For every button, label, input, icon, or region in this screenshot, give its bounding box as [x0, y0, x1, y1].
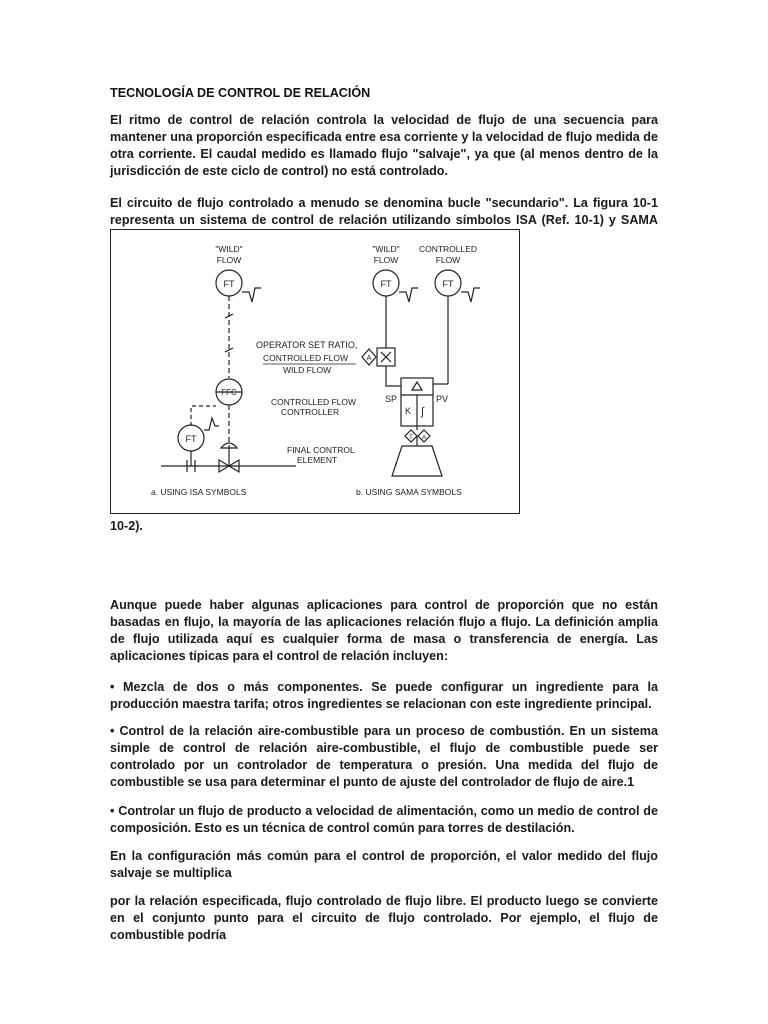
wild-flow-label-b2: FLOW — [373, 255, 399, 265]
controlled-flow-numerator: CONTROLLED FLOW — [263, 353, 349, 363]
ratio-control-diagram — [111, 230, 521, 515]
caption-sama: b. USING SAMA SYMBOLS — [356, 487, 462, 497]
wild-flow-denominator: WILD FLOW — [283, 365, 332, 375]
ft-label-c: FT — [442, 279, 454, 289]
a-symbol-label-2: A — [421, 435, 427, 441]
integral-label: ∫ — [421, 406, 425, 418]
paragraph-2-end: 10-2). — [110, 519, 143, 533]
wild-flow-label-b1: "WILD" — [372, 244, 400, 254]
a-symbol-label: A — [366, 355, 372, 362]
cf-controller-label-2: CONTROLLER — [281, 407, 340, 417]
cf-controller-label-1: CONTROLLED FLOW — [271, 397, 357, 407]
ft-label-a: FT — [223, 279, 235, 289]
k-label: K — [405, 406, 412, 416]
ft-label-a2: FT — [185, 434, 197, 444]
ft-label-b: FT — [380, 279, 392, 289]
controlled-flow-label-2: FLOW — [435, 255, 461, 265]
sp-label: SP — [385, 394, 398, 404]
paragraph-5: por la relación especificada, flujo controlado de flujo libre. El producto luego se convierte en el conjunto punto para el circuito de flujo controlado. Por ejemplo, el flujo de combustible podría — [110, 894, 658, 942]
final-control-label-1: FINAL CONTROL — [287, 445, 355, 455]
pv-label: PV — [436, 394, 449, 404]
bullet-1: • Mezcla de dos o más componentes. Se puede configurar un ingrediente para la producción maestra tarifa; otros ingredientes se relacionan con este ingrediente principal. — [110, 680, 658, 711]
bullet-2: • Control de la relación aire-combustible para un proceso de combustión. En un sistema simple de control de relación aire-combustible, el flujo de combustible puede ser controlado por un controlador de temperatura o presión. Una medida del flujo de combustible se usa para determinar el punto de ajuste del controlador de flujo de aire.1 — [110, 724, 658, 789]
t-symbol-label: T — [409, 435, 413, 441]
ffc-label: FFC — [221, 388, 237, 397]
wild-flow-label-a1: "WILD" — [215, 244, 243, 254]
page-title: TECNOLOGÍA DE CONTROL DE RELACIÓN — [110, 86, 371, 100]
bullet-3: • Controlar un flujo de producto a velocidad de alimentación, como un medio de control de composición. Esto es un técnica de control común para torres de destilación. — [110, 804, 658, 835]
paragraph-2: El circuito de flujo controlado a menudo se denomina bucle "secundario". La figura 10-1 representa un sistema de control de relación utilizando símbolos ISA (Ref. 10-1) y SAMA — [110, 196, 658, 227]
operator-set-ratio-label: OPERATOR SET RATIO, — [256, 340, 358, 350]
figure-10-1 — [110, 229, 520, 514]
paragraph-4: En la configuración más común para el control de proporción, el valor medido del flujo salvaje se multiplica — [110, 849, 658, 880]
final-control-element-icon — [392, 446, 442, 476]
wild-flow-label-a2: FLOW — [216, 255, 242, 265]
paragraph-1: El ritmo de control de relación controla la velocidad de flujo de una secuencia para mantener una proporción especificada entre esa corriente y la velocidad de flujo medida de otra corriente. El caudal medido es llamado flujo "salvaje", ya que (al menos dentro de la jurisdicción de este ciclo de control) no está controlado. — [110, 113, 658, 178]
paragraph-3: Aunque puede haber algunas aplicaciones para control de proporción que no están basadas en flujo, la mayoría de las aplicaciones relación flujo a flujo. La definición amplia de flujo utilizada aquí es cualquier forma de masa o transferencia de energía. Las aplicaciones típicas para el control de relación incluyen: — [110, 598, 658, 663]
final-control-label-2: ELEMENT — [297, 455, 338, 465]
caption-isa: a. USING ISA SYMBOLS — [151, 487, 247, 497]
controlled-flow-label-1: CONTROLLED — [418, 244, 478, 254]
